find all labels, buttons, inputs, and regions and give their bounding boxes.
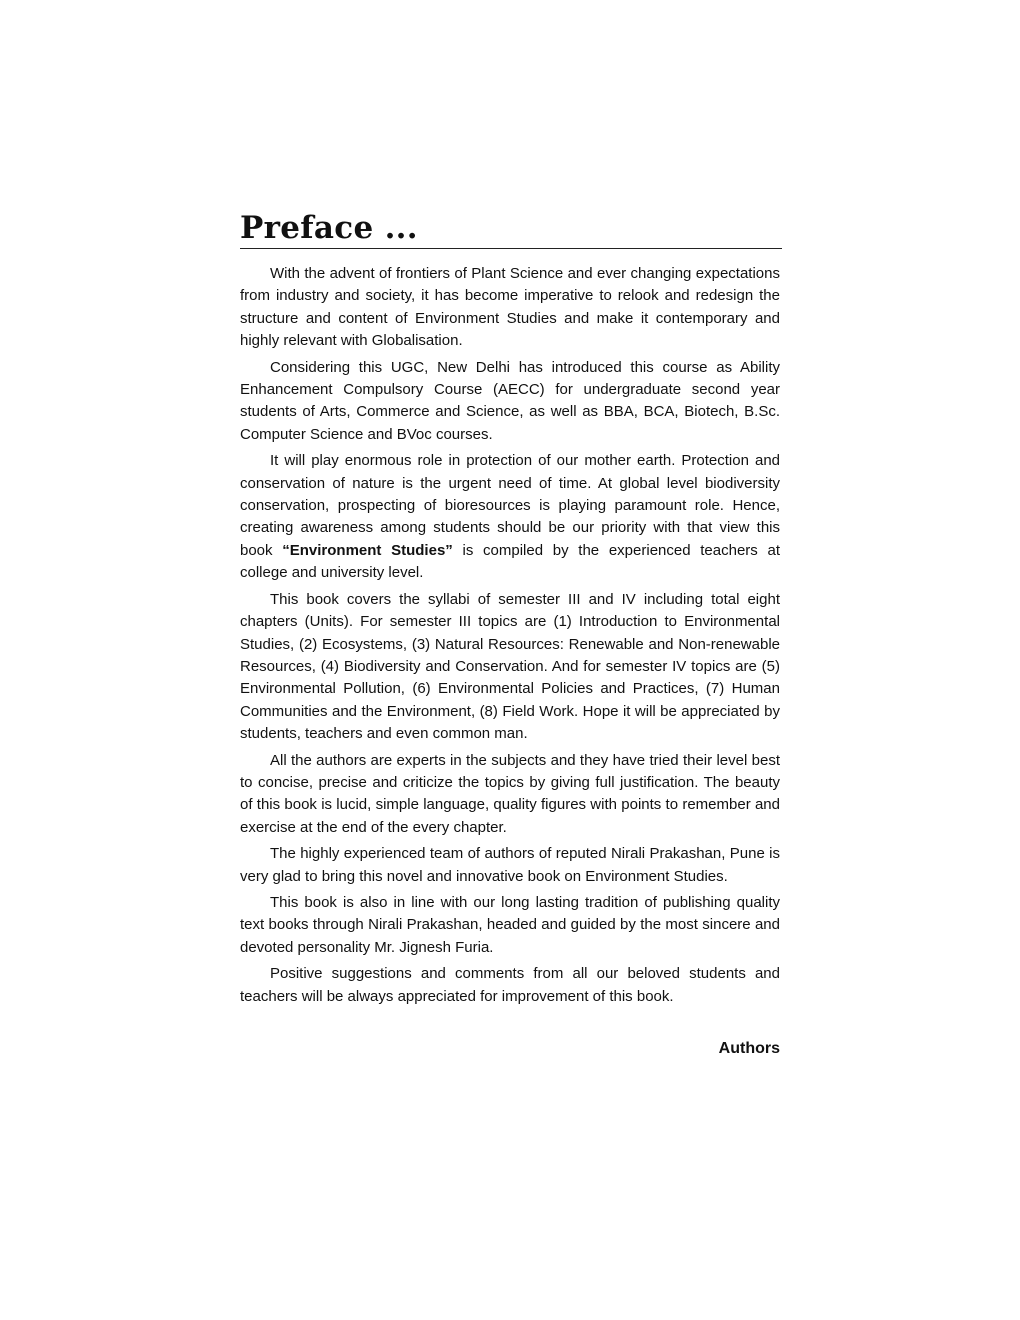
paragraph-1: With the advent of frontiers of Plant Science and ever changing expectations from industry and society, it has become imperative to relook and redesign the structure and content of Environment Studies and make it contemporary and highly relevant with Globalisation. xyxy=(240,265,780,350)
page-title: Preface ... xyxy=(240,210,418,246)
preface-page xyxy=(240,208,782,1060)
paragraph-3-after: is compiled by the experienced teachers at college and university level. xyxy=(240,541,780,582)
book-title-bold: “Environment Studies” xyxy=(282,541,453,559)
paragraph-2: Considering this UGC, New Delhi has introduced this course as Ability Enhancement Compulsory Course (AECC) for undergraduate second year students of Arts, Commerce and Science, as well as BBA, BCA, Biotech, B.Sc. Computer Science and BVoc courses. xyxy=(240,358,780,443)
paragraph-4: This book covers the syllabi of semester III and IV including total eight chapters (Units). For semester III topics are (1) Introduction to Environmental Studies, (2) Ecosystems, (3) Natural Resources: Renewable and Non-renewable Resources, (4) Biodiversity and Conservation. And for semester IV topics are (5) Environmental Pollution, (6) Environmental Policies and Practices, (7) Human Communities and the Environment, (8) Field Work. Hope it will be appreciated by students, teachers and even common man. xyxy=(240,590,780,743)
paragraph-5: All the authors are experts in the subjects and they have tried their level best to concise, precise and criticize the topics by giving full justification. The beauty of this book is lucid, simple language, quality figures with points to remember and exercise at the end of the every chapter. xyxy=(240,751,780,836)
paragraph-6: The highly experienced team of authors of reputed Nirali Prakashan, Pune is very glad to bring this novel and innovative book on Environment Studies. xyxy=(240,845,780,885)
paragraph-3-before: It will play enormous role in protection of our mother earth. Protection and conservation of nature is the urgent need of time. At global level biodiversity conservation, prospecting of bioresources is playing paramount role. Hence, creating awareness among students should be our priority with that view this book xyxy=(240,452,780,559)
signature-authors: Authors xyxy=(718,1040,780,1057)
title-rule xyxy=(240,248,782,249)
preface-body xyxy=(240,263,780,1008)
paragraph-7: This book is also in line with our long lasting tradition of publishing quality text books through Nirali Prakashan, headed and guided by the most sincere and devoted personality Mr. Jignesh Furia. xyxy=(240,893,780,956)
paragraph-8: Positive suggestions and comments from all our beloved students and teachers will be always appreciated for improvement of this book. xyxy=(240,965,780,1005)
paragraph-3 xyxy=(240,450,780,584)
